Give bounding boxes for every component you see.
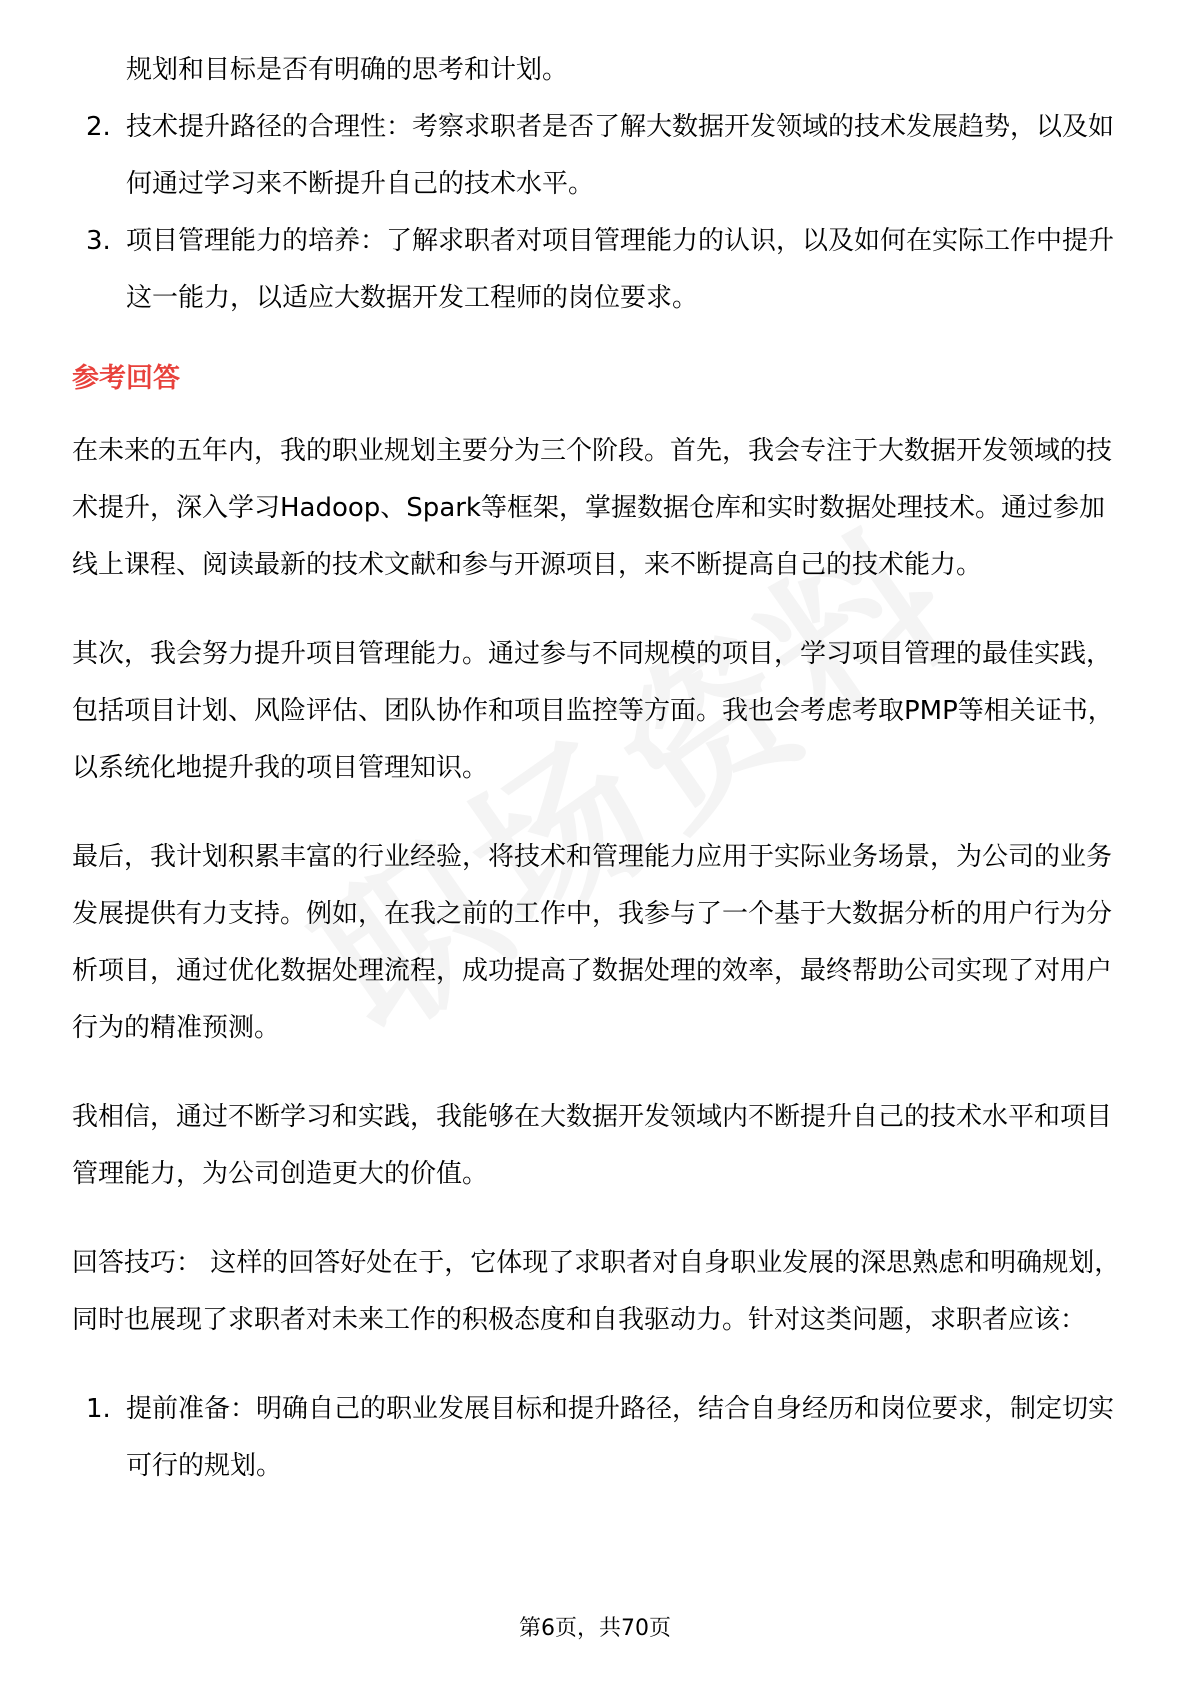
list-item-text: 项目管理能力的培养：了解求职者对项目管理能力的认识，以及如何在实际工作中提升这一能力，以适应大数据开发工程师的岗位要求。 [126,226,1115,313]
list-number: 1. [86,1394,111,1424]
tips-list [72,1381,1122,1495]
answer-tips-paragraph: 回答技巧： 这样的回答好处在于，它体现了求职者对自身职业发展的深思熟虑和明确规划，同时也展现了求职者对未来工作的积极态度和自我驱动力。针对这类问题，求职者应该： [72,1248,1121,1335]
list-item [72,1381,1122,1495]
section-title: 参考回答 [72,363,180,394]
paragraph: 最后，我计划积累丰富的行业经验，将技术和管理能力应用于实际业务场景，为公司的业务发展提供有力支持。例如，在我之前的工作中，我参与了一个基于大数据分析的用户行为分析项目，通过优化数据处理流程，成功提高了数据处理的效率，最终帮助公司实现了对用户行为的精准预测。 [72,842,1113,1043]
continuation-text: 规划和目标是否有明确的思考和计划。 [126,55,569,85]
list-item-text: 提前准备：明确自己的职业发展目标和提升路径，结合自身经历和岗位要求，制定切实可行的规划。 [126,1394,1115,1481]
list-item [72,99,1122,213]
list-number: 3. [86,226,111,256]
paragraph: 在未来的五年内，我的职业规划主要分为三个阶段。首先，我会专注于大数据开发领域的技术提升，深入学习Hadoop、Spark等框架，掌握数据仓库和实时数据处理技术。通过参加线上课程、阅读最新的技术文献和参与开源项目，来不断提高自己的技术能力。 [72,436,1113,580]
document-page [72,42,1122,1495]
list-item [72,213,1122,327]
page-footer: 第6页，共70页 [519,1616,671,1641]
list-number: 2. [86,112,111,142]
criteria-list [72,99,1122,327]
list-item-text: 技术提升路径的合理性：考察求职者是否了解大数据开发领域的技术发展趋势，以及如何通过学习来不断提升自己的技术水平。 [126,112,1115,199]
paragraph: 我相信，通过不断学习和实践，我能够在大数据开发领域内不断提升自己的技术水平和项目管理能力，为公司创造更大的价值。 [72,1102,1113,1189]
paragraph: 其次，我会努力提升项目管理能力。通过参与不同规模的项目，学习项目管理的最佳实践，包括项目计划、风险评估、团队协作和项目监控等方面。我也会考虑考取PMP等相关证书，以系统化地提升我的项目管理知识。 [72,639,1114,783]
